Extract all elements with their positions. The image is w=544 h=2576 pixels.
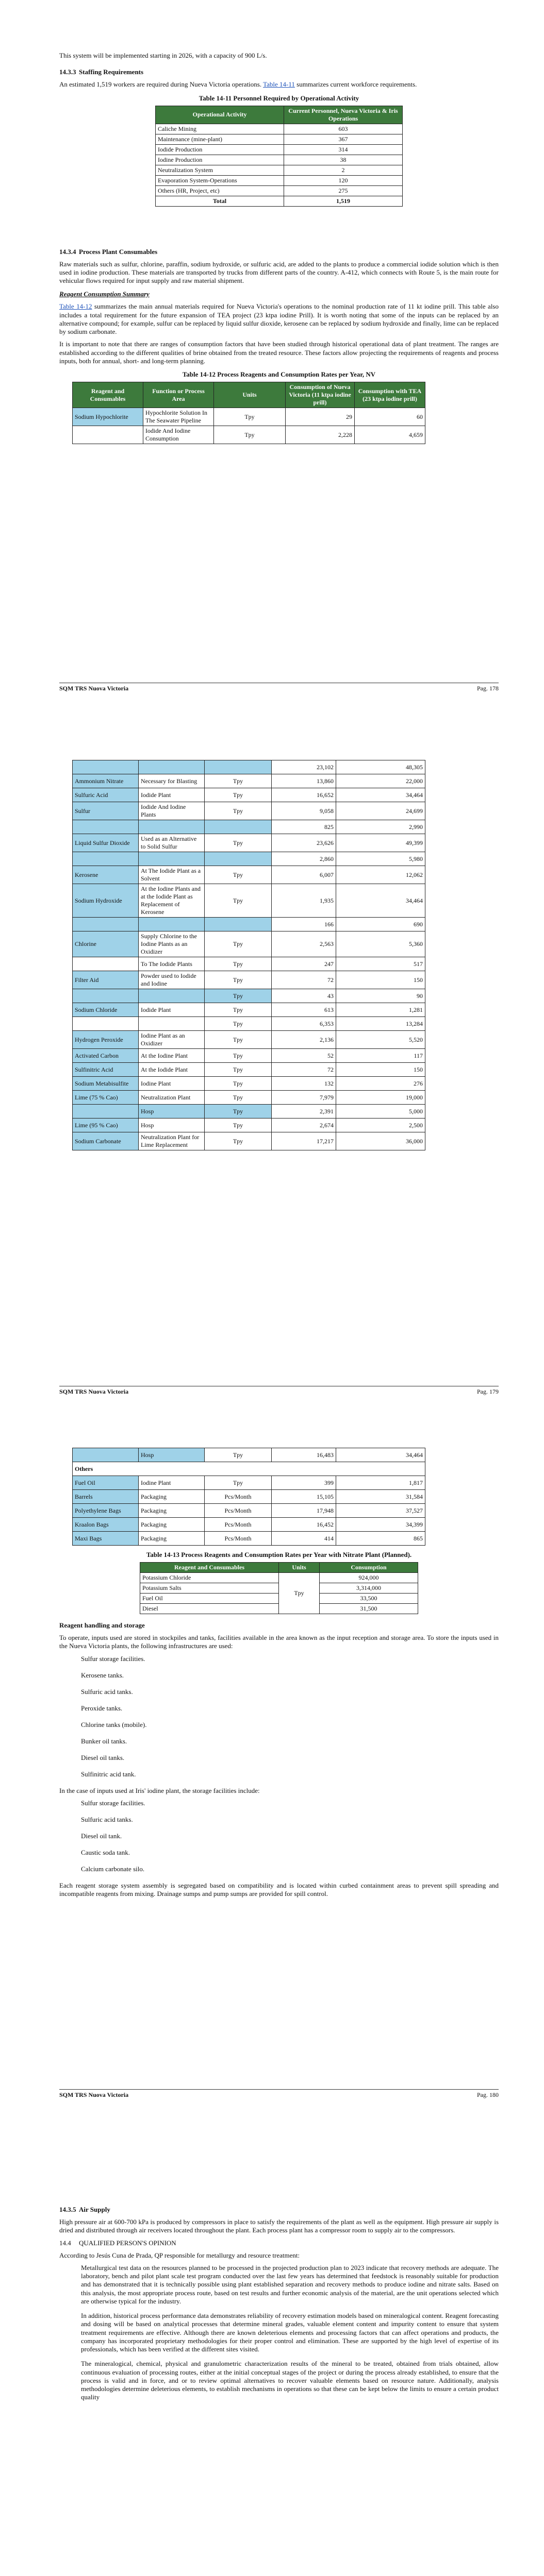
tea-consumption-cell: 2,990	[336, 820, 425, 834]
table-row	[73, 957, 425, 971]
table-row	[73, 1518, 425, 1532]
nv-consumption-cell: 132	[272, 1077, 336, 1091]
intro-text: This system will be implemented starting in 2026, with a capacity of 900 L/s.	[59, 52, 267, 59]
list-item: Kerosene tanks.	[81, 1671, 124, 1679]
segregation-paragraph: Each reagent storage system assembly is segregated based on compatibility and is located within curbed containment areas to prevent spill spreading and incompatible reagents from mixing. Drainage sumps and pump sumps are provided for spill control.	[59, 1881, 499, 1897]
staffing-paragraph: An estimated 1,519 workers are required during Nueva Victoria operations. Table 14-11 summarizes current workforce requirements.	[59, 80, 417, 89]
consumption-ranges-paragraph: It is important to note that there are ranges of consumption factors that have been studied through historical operational data of plant treatment. The ranges are established according to the different qualities of brine obtained from the treated resource. These factors allow projecting the requirements of reagents and process inputs, both for annual, short- and long-term planning.	[59, 340, 499, 365]
nv-consumption-cell: 399	[272, 1476, 336, 1490]
unit-cell: Tpy	[205, 788, 272, 802]
reagent-cell	[73, 918, 139, 931]
unit-cell: Tpy	[205, 1049, 272, 1063]
activity-cell: Others (HR, Project, etc)	[156, 185, 284, 196]
footer-178: SQM TRS Nuova Victoria Pag. 178	[59, 683, 499, 692]
tea-consumption-cell: 4,659	[355, 426, 425, 444]
function-cell: At the Iodine Plants and at the Iodide Plant as Replacement of Kerosene	[139, 884, 205, 918]
section-14-3-5-heading: 14.3.5 Air Supply	[59, 2206, 110, 2213]
table-row	[73, 971, 425, 989]
reagent-cell: Liquid Sulfur Dioxide	[73, 834, 139, 852]
table-row	[73, 931, 425, 957]
function-cell: At the Iodine Plant	[139, 1049, 205, 1063]
unit-cell: Tpy	[205, 866, 272, 884]
tea-consumption-cell: 19,000	[336, 1091, 425, 1105]
list-item: Peroxide tanks.	[81, 1704, 123, 1712]
section-14-3-4-heading: 14.3.4 Process Plant Consumables	[59, 247, 158, 256]
table-row	[73, 408, 425, 426]
unit-cell: Tpy	[205, 1017, 272, 1031]
table-14-12-link[interactable]: Table 14-12	[59, 302, 92, 311]
tea-consumption-cell: 117	[336, 1049, 425, 1063]
air-supply-paragraph: High pressure air at 600-700 kPa is produced by compressors in place to satisfy the requirements of the plant as well as the equipment. High pressure air supply is dried and distributed through air receivers located throughout the plant. Each process plant has a compressor room to supply air to the compressors.	[59, 2218, 499, 2234]
personnel-total-label: Total	[156, 196, 284, 206]
table-row	[73, 989, 425, 1003]
table-row	[73, 1063, 425, 1077]
reagents-col-function: Function or Process Area	[143, 382, 214, 408]
function-cell	[139, 989, 205, 1003]
unit-cell: Tpy	[279, 1573, 320, 1614]
iris-intro: In the case of inputs used at Iris' iodine plant, the storage facilities include:	[59, 1786, 260, 1794]
reagent-cell	[73, 989, 139, 1003]
nv-consumption-cell: 13,860	[272, 774, 336, 788]
count-cell: 367	[284, 134, 403, 144]
reagent-cell: Sodium Hydroxide	[73, 884, 139, 918]
table-row	[156, 144, 403, 155]
tea-consumption-cell: 150	[336, 971, 425, 989]
table-row	[73, 1105, 425, 1118]
function-cell: Iodine Plant	[139, 1077, 205, 1091]
unit-cell: Tpy	[205, 1132, 272, 1150]
activity-cell: Neutralization System	[156, 165, 284, 175]
reagent-cell: Sulfinitric Acid	[73, 1063, 139, 1077]
opinion-intro: According to Jesús Cuna de Prada, QP responsible for metallurgy and resource treatment:	[59, 2251, 300, 2259]
activity-cell: Iodide Production	[156, 144, 284, 155]
function-cell	[139, 760, 205, 774]
page-181	[0, 2110, 544, 2576]
function-cell	[139, 918, 205, 931]
tea-consumption-cell: 517	[336, 957, 425, 971]
nv-consumption-cell: 2,228	[286, 426, 355, 444]
table-row	[156, 185, 403, 196]
function-cell: Supply Chlorine to the Iodine Plants as an Oxidizer	[139, 931, 205, 957]
nitrate-col-reagent: Reagent and Consumables	[140, 1563, 279, 1573]
consumables-paragraph: Raw materials such as sulfur, chlorine, paraffin, sodium hydroxide, or sulfuric acid, are added to the plants to produce a commercial iodide solution which is then used in iodine production. These materials are transported by trucks from different parts of the country. A-412, which connects with Route 5, is the main route for vehicular flows required for input supply and raw material shipment.	[59, 260, 499, 284]
unit-cell: Tpy	[205, 1105, 272, 1118]
tea-consumption-cell: 34,464	[336, 788, 425, 802]
table-row	[73, 802, 425, 820]
activity-cell: Evaporation System-Operations	[156, 175, 284, 185]
reagent-cell	[73, 1448, 139, 1462]
footer-180: SQM TRS Nuova Victoria Pag. 180	[59, 2089, 499, 2099]
function-cell	[139, 852, 205, 866]
consumption-cell: 3,314,000	[320, 1583, 418, 1594]
unit-cell: Tpy	[214, 426, 286, 444]
unit-cell: Pcs/Month	[205, 1532, 272, 1546]
tea-consumption-cell: 150	[336, 1063, 425, 1077]
unit-cell: Tpy	[214, 408, 286, 426]
function-cell: Necessary for Blasting	[139, 774, 205, 788]
tea-consumption-cell: 60	[355, 408, 425, 426]
function-cell: Hosp	[139, 1448, 205, 1462]
function-cell: Hosp	[139, 1105, 205, 1118]
tea-consumption-cell: 49,399	[336, 834, 425, 852]
unit-cell: Tpy	[205, 957, 272, 971]
table-row	[156, 175, 403, 185]
function-cell: To The Iodide Plants	[139, 957, 205, 971]
nv-consumption-cell: 72	[272, 1063, 336, 1077]
reagent-cell: Sodium Hypochlorite	[73, 408, 143, 426]
table-row	[73, 1049, 425, 1063]
nv-consumption-cell: 613	[272, 1003, 336, 1017]
nv-consumption-cell: 43	[272, 989, 336, 1003]
reagents-table-part1	[72, 382, 425, 444]
nv-consumption-cell: 6,353	[272, 1017, 336, 1031]
unit-cell: Tpy	[205, 1063, 272, 1077]
reagents-table-part2	[72, 760, 425, 1150]
table-row	[156, 124, 403, 134]
nv-consumption-cell: 16,652	[272, 788, 336, 802]
reagent-cell: Potassium Chloride	[140, 1573, 279, 1583]
reagent-cell: Fuel Oil	[73, 1476, 139, 1490]
nv-consumption-cell: 17,217	[272, 1132, 336, 1150]
function-cell: At the Iodide Plant	[139, 1063, 205, 1077]
unit-cell: Pcs/Month	[205, 1504, 272, 1518]
table-row	[156, 134, 403, 144]
reagent-cell: Diesel	[140, 1604, 279, 1614]
nv-consumption-cell: 414	[272, 1532, 336, 1546]
nv-consumption-cell: 6,007	[272, 866, 336, 884]
nv-consumption-cell: 52	[272, 1049, 336, 1063]
reagents-col-tea: Consumption with TEA (23 ktpa iodine prill)	[355, 382, 425, 408]
consumption-cell: 924,000	[320, 1573, 418, 1583]
list-item: Sulfinitric acid tank.	[81, 1770, 136, 1778]
function-cell: Iodide Plant	[139, 1003, 205, 1017]
table-row	[73, 774, 425, 788]
reagent-summary-heading: Reagent Consumption Summary	[59, 290, 150, 298]
table-row	[73, 1091, 425, 1105]
table-row	[73, 820, 425, 834]
table-row	[73, 1476, 425, 1490]
qp-opinion	[59, 2264, 499, 2402]
reagent-cell: Barrels	[73, 1490, 139, 1504]
footer-179: SQM TRS Nuova Victoria Pag. 179	[59, 1386, 499, 1396]
reagent-cell: Filter Aid	[73, 971, 139, 989]
unit-cell: Tpy	[205, 884, 272, 918]
list-item: Sulfuric acid tanks.	[81, 1687, 133, 1696]
tea-consumption-cell: 48,305	[336, 760, 425, 774]
nv-consumption-cell: 247	[272, 957, 336, 971]
reagent-cell	[73, 957, 139, 971]
unit-cell: Tpy	[205, 802, 272, 820]
unit-cell	[205, 820, 272, 834]
page-178	[0, 0, 544, 703]
reagents-table-part3	[72, 1448, 425, 1546]
tea-consumption-cell: 34,464	[336, 884, 425, 918]
list-item: Sulfuric acid tanks.	[81, 1815, 133, 1823]
count-cell: 275	[284, 185, 403, 196]
tea-consumption-cell: 865	[336, 1532, 425, 1546]
table-row	[73, 1448, 425, 1462]
personnel-col-activity: Operational Activity	[156, 106, 284, 124]
list-item: Calcium carbonate silo.	[81, 1865, 145, 1873]
reagent-cell: Activated Carbon	[73, 1049, 139, 1063]
activity-cell: Maintenance (mine-plant)	[156, 134, 284, 144]
tea-consumption-cell: 276	[336, 1077, 425, 1091]
function-cell: Iodine Plant as an Oxidizer	[139, 1031, 205, 1049]
table-row	[73, 1017, 425, 1031]
others-label: Others	[73, 1462, 425, 1476]
table-row	[73, 1132, 425, 1150]
nv-consumption-cell: 9,058	[272, 802, 336, 820]
opinion-paragraph: Metallurgical test data on the resources planned to be processed in the projected production plan to 2023 indicate that recovery methods are adequate. The laboratory, bench and pilot plant scale test program conducted over the last few years has determined that feedstock is reasonably suitable for production and has demonstrated that it is technically possible using plant established separation and recovery methods to produce iodine and nitrate salts. Based on this analysis, the most appropriate process route, based on test results and further economic analysis of the material, are the unit operations selected which are otherwise typical for the industry.	[81, 2263, 499, 2305]
reagent-cell: Potassium Salts	[140, 1583, 279, 1594]
reagent-cell: Polyethylene Bags	[73, 1504, 139, 1518]
reagent-cell: Kraalon Bags	[73, 1518, 139, 1532]
list-item: Sulfur storage facilities.	[81, 1654, 145, 1663]
reagent-cell: Sulfuric Acid	[73, 788, 139, 802]
nv-consumption-cell: 16,483	[272, 1448, 336, 1462]
activity-cell: Iodine Production	[156, 155, 284, 165]
tea-consumption-cell: 5,980	[336, 852, 425, 866]
function-cell: Used as an Alternative to Solid Sulfur	[139, 834, 205, 852]
nv-consumption-cell: 166	[272, 918, 336, 931]
table-row	[73, 866, 425, 884]
nv-consumption-cell: 29	[286, 408, 355, 426]
table-row	[73, 1118, 425, 1132]
nv-consumption-cell: 72	[272, 971, 336, 989]
nv-consumption-cell: 23,102	[272, 760, 336, 774]
nv-consumption-cell: 2,674	[272, 1118, 336, 1132]
unit-cell: Tpy	[205, 1118, 272, 1132]
unit-cell: Tpy	[205, 1091, 272, 1105]
tea-consumption-cell: 5,360	[336, 931, 425, 957]
list-item: Bunker oil tanks.	[81, 1737, 127, 1745]
page-180	[0, 1406, 544, 2110]
function-cell	[139, 820, 205, 834]
tea-consumption-cell: 13,284	[336, 1017, 425, 1031]
reagent-cell: Sodium Metabisulfite	[73, 1077, 139, 1091]
unit-cell: Tpy	[205, 931, 272, 957]
reagent-cell	[73, 426, 143, 444]
nv-consumption-cell: 23,626	[272, 834, 336, 852]
list-item: Diesel oil tank.	[81, 1832, 122, 1840]
table-row	[73, 788, 425, 802]
count-cell: 2	[284, 165, 403, 175]
tea-consumption-cell: 31,584	[336, 1490, 425, 1504]
unit-cell	[205, 760, 272, 774]
table-row	[73, 918, 425, 931]
tea-consumption-cell: 22,000	[336, 774, 425, 788]
others-group-row	[73, 1462, 425, 1476]
table-row	[73, 1031, 425, 1049]
nv-consumption-cell: 1,935	[272, 884, 336, 918]
list-item: Sulfur storage facilities.	[81, 1799, 145, 1807]
tea-consumption-cell: 34,399	[336, 1518, 425, 1532]
reagent-cell: Lime (75 % Cao)	[73, 1091, 139, 1105]
unit-cell	[205, 918, 272, 931]
section-14-3-3-heading: 14.3.3 Staffing Requirements	[59, 68, 144, 76]
list-item: Caustic soda tank.	[81, 1848, 130, 1856]
storage-paragraph: To operate, inputs used are stored in stockpiles and tanks, facilities available in the area known as the input reception and storage area. To store the inputs used in the Nueva Victoria plants, the following infrastructures are used:	[59, 1634, 499, 1650]
reagent-cell	[73, 1105, 139, 1118]
count-cell: 603	[284, 124, 403, 134]
opinion-paragraph: In addition, historical process performance data demonstrates reliability of recovery estimation models based on mineralogical content. Reagent forecasting and dosing will be based on analytical processes that determine mineral grades, valuable element content and impurity content to ensure that system treatment requirements are effective. Although there are known deleterious elements and processing factors that can affect operations and products, the company has incorporated proprietary methodologies for their proper control and elimination. These are supported by the high level of expertise of its professionals, which has been verified at the different sites visited.	[81, 2312, 499, 2353]
opinion-paragraph: The mineralogical, chemical, physical and granulometric characterization results of the mineral to be treated, obtained from trials obtained, allow continuous evaluation of processing routes, either at the initial conceptual stages of the project or during the process already established, to ensure that the process is valid and in force, and or to review optimal alternatives to recover valuable elements based on resource nature. Additionally, analysis methodologies determine deleterious elements, to establish mechanisms in operations so that these can be kept below the limits to ensure a certain product quality	[81, 2360, 499, 2401]
table-row	[140, 1573, 418, 1583]
count-cell: 314	[284, 144, 403, 155]
nitrate-col-units: Units	[279, 1563, 320, 1573]
unit-cell: Tpy	[205, 1476, 272, 1490]
tea-consumption-cell: 690	[336, 918, 425, 931]
tea-consumption-cell: 5,520	[336, 1031, 425, 1049]
list-item: Chlorine tanks (mobile).	[81, 1720, 147, 1728]
activity-cell: Caliche Mining	[156, 124, 284, 134]
tea-consumption-cell: 34,464	[336, 1448, 425, 1462]
tea-consumption-cell: 1,817	[336, 1476, 425, 1490]
reagent-cell: Hydrogen Peroxide	[73, 1031, 139, 1049]
reagents-col-units: Units	[214, 382, 286, 408]
tea-consumption-cell: 1,281	[336, 1003, 425, 1017]
unit-cell: Tpy	[205, 1077, 272, 1091]
reagent-cell: Ammonium Nitrate	[73, 774, 139, 788]
personnel-total-value: 1,519	[284, 196, 403, 206]
nv-consumption-cell: 825	[272, 820, 336, 834]
table-14-11-link[interactable]: Table 14-11	[263, 80, 295, 89]
consumption-cell: 33,500	[320, 1594, 418, 1604]
unit-cell: Tpy	[205, 1448, 272, 1462]
section-14-4-heading: 14.4 QUALIFIED PERSON'S OPINION	[59, 2239, 176, 2247]
table-row	[73, 760, 425, 774]
function-cell: Iodine Plant	[139, 1476, 205, 1490]
table-14-11-caption: Table 14-11 Personnel Required by Operational Activity	[199, 94, 359, 102]
table-row	[73, 1077, 425, 1091]
function-cell: Neutralization Plant	[139, 1091, 205, 1105]
function-cell: Packaging	[139, 1532, 205, 1546]
tea-consumption-cell: 24,699	[336, 802, 425, 820]
iris-storage-list	[59, 1799, 499, 1873]
table-14-12-caption: Table 14-12 Process Reagents and Consumption Rates per Year, NV	[182, 370, 376, 378]
table-row	[73, 1490, 425, 1504]
function-cell: Neutralization Plant for Lime Replacement	[139, 1132, 205, 1150]
tea-consumption-cell: 36,000	[336, 1132, 425, 1150]
count-cell: 120	[284, 175, 403, 185]
table-row	[73, 884, 425, 918]
unit-cell: Pcs/Month	[205, 1490, 272, 1504]
table-14-13-caption: Table 14-13 Process Reagents and Consumption Rates per Year with Nitrate Plant (Planned).	[146, 1551, 412, 1558]
tea-consumption-cell: 37,527	[336, 1504, 425, 1518]
list-item: Diesel oil tanks.	[81, 1753, 125, 1761]
function-cell: Packaging	[139, 1518, 205, 1532]
reagent-cell	[73, 820, 139, 834]
reagent-cell	[73, 1017, 139, 1031]
tea-consumption-cell: 2,500	[336, 1118, 425, 1132]
personnel-table	[155, 106, 403, 207]
nv-consumption-cell: 16,452	[272, 1518, 336, 1532]
reagent-cell: Lime (95 % Cao)	[73, 1118, 139, 1132]
function-cell: Hypochlorite Solution In The Seawater Pipeline	[143, 408, 214, 426]
page-179	[0, 703, 544, 1406]
function-cell	[139, 1017, 205, 1031]
unit-cell: Tpy	[205, 989, 272, 1003]
nv-consumption-cell: 2,860	[272, 852, 336, 866]
nv-consumption-cell: 7,979	[272, 1091, 336, 1105]
nv-storage-list	[59, 1655, 499, 1778]
function-cell: Iodide And Iodine Plants	[139, 802, 205, 820]
table-row	[156, 155, 403, 165]
unit-cell: Tpy	[205, 1003, 272, 1017]
table-row	[156, 165, 403, 175]
tea-consumption-cell: 12,062	[336, 866, 425, 884]
reagent-cell: Sulfur	[73, 802, 139, 820]
unit-cell	[205, 852, 272, 866]
function-cell: Iodide And Iodine Consumption	[143, 426, 214, 444]
reagent-cell	[73, 852, 139, 866]
unit-cell: Tpy	[205, 774, 272, 788]
nv-consumption-cell: 15,105	[272, 1490, 336, 1504]
reagent-cell: Chlorine	[73, 931, 139, 957]
reagent-cell: Sodium Carbonate	[73, 1132, 139, 1150]
nitrate-plant-table	[140, 1562, 418, 1614]
nv-consumption-cell: 2,563	[272, 931, 336, 957]
function-cell: At The Iodide Plant as a Solvent	[139, 866, 205, 884]
nitrate-col-consumption: Consumption	[320, 1563, 418, 1573]
reagents-col-nv: Consumption of Nueva Victoria (11 ktpa iodine prill)	[286, 382, 355, 408]
function-cell: Packaging	[139, 1490, 205, 1504]
count-cell: 38	[284, 155, 403, 165]
table-row	[73, 834, 425, 852]
function-cell: Powder used to Iodide and Iodine	[139, 971, 205, 989]
tea-consumption-cell: 90	[336, 989, 425, 1003]
table-row	[73, 426, 425, 444]
nv-consumption-cell: 17,948	[272, 1504, 336, 1518]
function-cell: Iodide Plant	[139, 788, 205, 802]
table-row	[73, 1504, 425, 1518]
table-row	[73, 1532, 425, 1546]
unit-cell: Tpy	[205, 834, 272, 852]
storage-heading: Reagent handling and storage	[59, 1621, 145, 1629]
reagent-cell: Fuel Oil	[140, 1594, 279, 1604]
reagent-cell: Maxi Bags	[73, 1532, 139, 1546]
reagent-cell: Kerosene	[73, 866, 139, 884]
nv-consumption-cell: 2,136	[272, 1031, 336, 1049]
function-cell: Packaging	[139, 1504, 205, 1518]
unit-cell: Tpy	[205, 971, 272, 989]
reagent-cell: Sodium Chloride	[73, 1003, 139, 1017]
reagent-paragraph: Table 14-12 summarizes the main annual materials required for Nueva Victoria's operations to the nominal production rate of 11 kt iodine prill. This table also includes a total requirement for the future expansion of TEA project (23 ktpa iodine Prill). It is worth noting that some of the inputs can be replaced by an alternative compound; for example, sulfur can be replaced by liquid sulfur dioxide, kerosene can be replaced by sodium hydroxide and finally, lime can be replaced by sodium carbonate.	[59, 302, 499, 335]
personnel-col-count: Current Personnel, Nueva Victoria & Iris Operations	[284, 106, 403, 124]
function-cell: Hosp	[139, 1118, 205, 1132]
nv-consumption-cell: 2,391	[272, 1105, 336, 1118]
table-row	[73, 1003, 425, 1017]
unit-cell: Tpy	[205, 1031, 272, 1049]
consumption-cell: 31,500	[320, 1604, 418, 1614]
reagents-col-name: Reagent and Consumables	[73, 382, 143, 408]
table-row	[73, 852, 425, 866]
unit-cell: Pcs/Month	[205, 1518, 272, 1532]
tea-consumption-cell: 5,000	[336, 1105, 425, 1118]
reagent-cell	[73, 760, 139, 774]
